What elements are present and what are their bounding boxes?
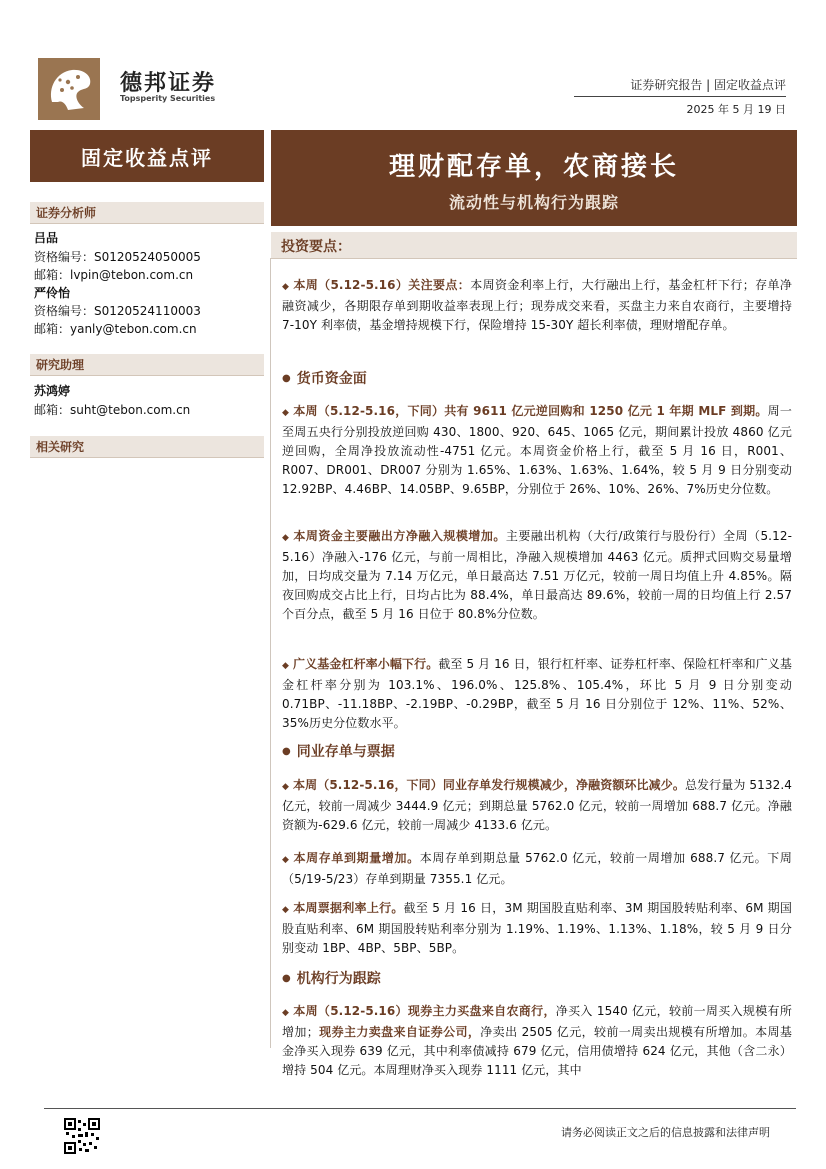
paragraph: [282, 849, 792, 889]
paragraph-body: 净买入 1540 亿元，较前一周买入规模有所增加；: [282, 1004, 792, 1039]
related-research-title[interactable]: 相关研究: [30, 436, 264, 458]
paragraph-body: 周一至周五央行分别投放逆回购 430、1800、920、645、1065 亿元，期间累计投放 4860 亿元逆回购，全周净投放流动性-4751 亿元。本周资金价格上行，截至 5 月 16 日，R001、R007、DR001、DR007 分别为 1.65%、1.63%、1.63%、1.64%，较 5 月 9 日分别变动 12.92BP、4.46BP、14.05BP、9.65BP，分别位于 26%、10%、26%、7%历史分位数。: [282, 404, 792, 496]
paragraph-lead: 广义基金杠杆率小幅下行。: [293, 657, 439, 671]
report-subtitle: 流动性与机构行为跟踪: [448, 193, 619, 212]
paragraph-lead: 本周票据利率上行。: [293, 901, 404, 915]
footer-disclaimer: 请务必阅读正文之后的信息披露和法律声明: [561, 1126, 770, 1139]
bullet-icon: ◆: [282, 855, 290, 865]
bullet-icon: ◆: [282, 282, 290, 292]
paragraph-body: 截至 5 月 16 日，银行杠杆率、证券杠杆率、保险杠杆率和广义基金杠杆率分别为 103.1%、196.0%、125.8%、105.4%，环比 5 月 9 日分别变动 0.71BP、-11.18BP、-2.19BP、-0.29BP，截至 5 月 16 日分别位于 12%、11%、52%、35%历史分位数水平。: [282, 657, 792, 730]
analyst-email[interactable]: 邮箱：lvpin@tebon.com.cn: [34, 268, 194, 282]
section-title: 同业存单与票据: [296, 744, 395, 760]
analyst-email[interactable]: 邮箱：yanly@tebon.com.cn: [34, 322, 197, 336]
header-divider: [574, 96, 786, 97]
title-banner: [271, 130, 797, 226]
analyst-section-title: 证券分析师: [30, 202, 264, 224]
paragraph-body-2: 净卖出 2505 亿元，较前一周卖出规模有所增加。本周基金净买入现券 639 亿元，其中利率债减持 679 亿元，信用债增持 624 亿元，其他（含二永）增持 504 亿元。本周理财净买入现券 1111 亿元，其中: [282, 1025, 792, 1077]
qr-code-icon[interactable]: [64, 1118, 100, 1154]
paragraph-body: 截至 5 月 16 日，3M 期国股直贴利率、3M 期国股转贴利率、6M 期国股直贴利率、6M 期国股转贴利率分别为 1.19%、1.19%、1.13%、1.18%，较 5 月 9 日分别变动 1BP、4BP、5BP、5BP。: [282, 901, 792, 955]
paragraph-lead: 本周（5.12-5.16）关注要点：: [293, 278, 471, 292]
category-banner: 固定收益点评: [30, 130, 264, 182]
analyst-name: 严伶怡: [34, 286, 71, 300]
paragraph-body: 本周存单到期总量 5762.0 亿元，较前一周增加 688.7 亿元。下周（5/19-5/23）存单到期量 7355.1 亿元。: [282, 851, 792, 886]
paragraph-lead: 本周（5.12-5.16，下同）共有 9611 亿元逆回购和 1250 亿元 1 年期 MLF 到期。: [293, 404, 768, 418]
paragraph: [282, 899, 792, 958]
paragraph-lead: 本周（5.12-5.16）现券主力买盘来自农商行，: [293, 1004, 556, 1018]
paragraph: [282, 402, 792, 499]
bullet-icon: ◆: [282, 1008, 290, 1018]
assistant-email[interactable]: 邮箱：suht@tebon.com.cn: [34, 403, 191, 417]
paragraph-lead: 本周资金主要融出方净融入规模增加。: [293, 529, 506, 543]
analyst-cert: 资格编号：S0120524050005: [34, 250, 201, 264]
paragraph-lead: 本周存单到期量增加。: [293, 851, 420, 865]
paragraph: [282, 527, 792, 624]
report-title: 理财配存单，农商接长: [388, 152, 679, 182]
section-title: 货币资金面: [296, 371, 367, 387]
report-date: 2025 年 5 月 19 日: [686, 103, 786, 116]
section-title: 机构行为跟踪: [296, 971, 381, 987]
section-dot-icon: ●: [282, 973, 291, 984]
brand-name-cn: 德邦证券: [120, 71, 217, 96]
paragraph: [282, 1002, 792, 1080]
analyst-name: 吕品: [34, 231, 59, 245]
paragraph-body: 总发行量为 5132.4 亿元，较前一周减少 3444.9 亿元；到期总量 5762.0 亿元，较前一周增加 688.7 亿元。净融资额为-629.6 亿元，较前一周减少 4133.6 亿元。: [282, 778, 792, 832]
bullet-icon: ◆: [282, 408, 290, 418]
paragraph: [282, 276, 792, 335]
paragraph-body: 主要融出机构（大行/政策行与股份行）全周（5.12-5.16）净融入-176 亿元，与前一周相比，净融入规模增加 4463 亿元。质押式回购交易量增加，日均成交量为 7.14 万亿元，单日最高达 7.51 万亿元，较前一周日均值上升 4.85%。隔夜回购成交占比上行，日均占比为 88.4%，单日最高达 89.6%，较前一周的日均值上行 2.57 个百分点，截至 5 月 16 日位于 80.8%分位数。: [282, 529, 792, 621]
paragraph-lead-2: 现券主力卖盘来自证券公司，: [318, 1025, 481, 1039]
paragraph-lead: 本周（5.12-5.16，下同）同业存单发行规模减少，净融资额环比减少。: [293, 778, 685, 792]
brand-logo-icon: [38, 58, 100, 120]
analyst-cert: 资格编号：S0120524110003: [34, 304, 201, 318]
section-heading: [282, 968, 381, 988]
key-points-label: 投资要点：: [281, 239, 351, 255]
bullet-icon: ◆: [282, 782, 290, 792]
bullet-icon: ◆: [282, 661, 290, 671]
assistant-name: 苏鸿婷: [34, 384, 71, 398]
bullet-icon: ◆: [282, 905, 290, 915]
paragraph: [282, 776, 792, 835]
paragraph: [282, 655, 792, 733]
section-heading: [282, 741, 395, 761]
section-heading: [282, 368, 367, 388]
brand-name-en: Topsperity Securities: [120, 94, 216, 103]
assistant-section-title: 研究助理: [30, 354, 264, 376]
bullet-icon: ◆: [282, 533, 290, 543]
report-type: 证券研究报告 | 固定收益点评: [630, 78, 786, 92]
section-dot-icon: ●: [282, 373, 291, 384]
paragraph-body: 本周资金利率上行，大行融出上行，基金杠杆下行；存单净融资减少，各期限存单到期收益率表现上行；现券成交来看，买盘主力来自农商行，主要增持 7-10Y 利率债，基金增持规模下行，保险增持 15-30Y 超长利率债，理财增配存单。: [282, 278, 792, 332]
column-divider: [270, 258, 271, 1048]
footer-divider: [44, 1108, 796, 1109]
section-dot-icon: ●: [282, 746, 291, 757]
